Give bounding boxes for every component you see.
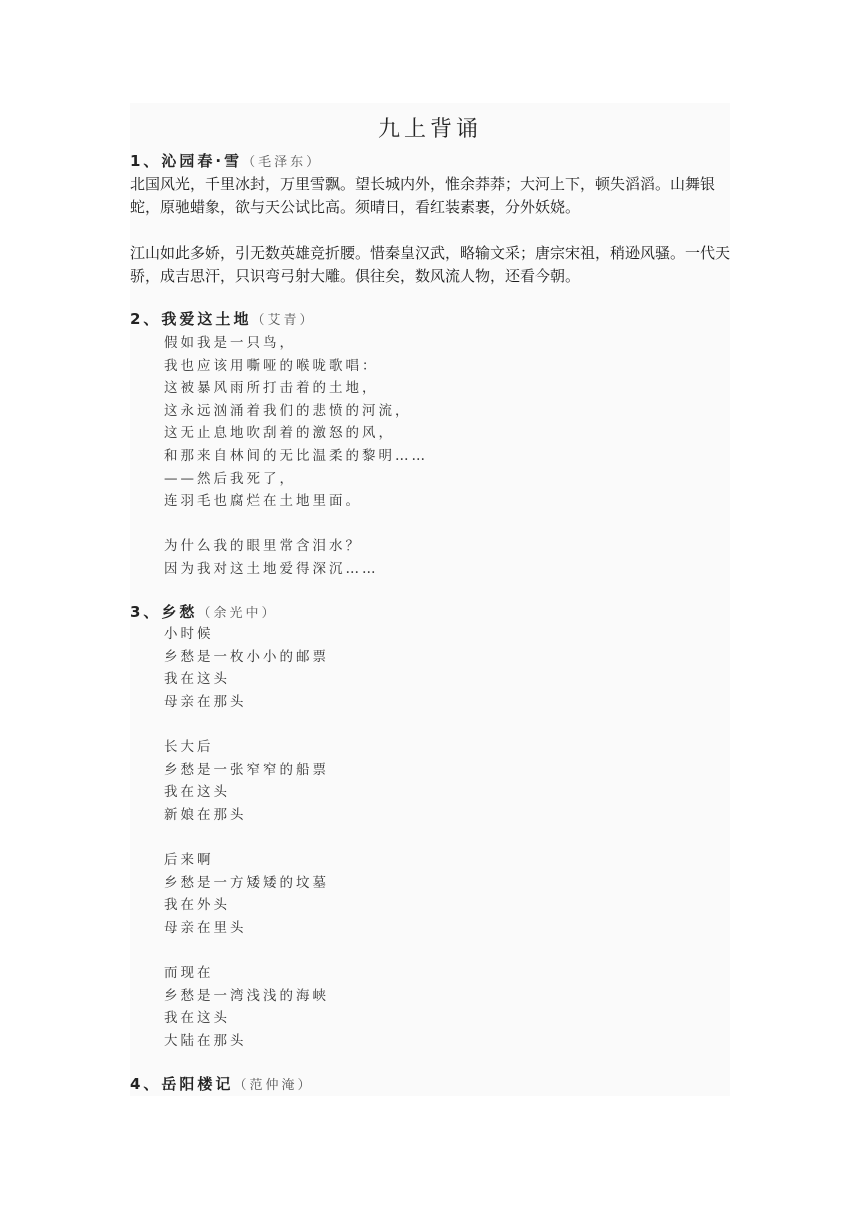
poem-line: 我在这头: [164, 1010, 230, 1027]
section-heading-4: [130, 1073, 313, 1094]
document-title: 九上背诵: [377, 117, 482, 142]
paragraph: 北国风光，千里冰封，万里雪飘。望长城内外，惟余莽莽；大河上下，顿失滔滔。山舞银蛇，原驰蜡象，欲与天公试比高。须晴日，看红装素裹，分外妖娆。: [130, 175, 716, 216]
poem-line: 后来啊: [164, 851, 214, 868]
poem-line: 因为我对这土地爱得深沉……: [164, 560, 379, 577]
poem-block: [164, 623, 329, 1052]
poem-line: 大陆在那头: [164, 1032, 247, 1049]
poem-line: [164, 939, 329, 962]
poem-line: 乡愁是一张窄窄的船票: [164, 761, 329, 778]
poem-line: 假如我是一只鸟，: [164, 335, 296, 351]
poem-line: 和那来自林间的无比温柔的黎明……: [164, 447, 428, 464]
poem-line: 乡愁是一方矮矮的坟墓: [164, 874, 329, 891]
poem-line: [164, 826, 329, 849]
section-author: （余光中）: [197, 606, 278, 621]
section-title: 1、沁园春·雪: [130, 152, 243, 170]
section-heading-1: [130, 150, 322, 171]
poem-line: [164, 713, 329, 736]
section-heading-3: [130, 601, 277, 622]
poem-line: 乡愁是一湾浅浅的海峡: [164, 987, 329, 1004]
poem-line: 母亲在里头: [164, 919, 247, 936]
poem-line: 新娘在那头: [164, 806, 247, 823]
poem-line: 乡愁是一枚小小的邮票: [164, 648, 329, 665]
section-author: （毛泽东）: [242, 155, 323, 170]
section-title: 2、我爱这土地: [130, 310, 252, 328]
poem-line: 长大后: [164, 738, 214, 755]
section-title: 4、岳阳楼记: [130, 1075, 234, 1093]
poem-line: 这被暴风雨所打击着的土地，: [164, 380, 379, 397]
poem-line: ——然后我死了，: [164, 470, 296, 487]
section-author: （范仲淹）: [233, 1078, 314, 1093]
poem-line: 小时候: [164, 626, 214, 642]
section-title: 3、乡愁: [130, 603, 198, 621]
paragraph: 江山如此多娇，引无数英雄竞折腰。惜秦皇汉武，略输文采；唐宗宋祖，稍逊风骚。一代天骄，成吉思汗，只识弯弓射大雕。俱往矣，数风流人物，还看今朝。: [130, 244, 731, 285]
poem-line: 为什么我的眼里常含泪水？: [164, 538, 362, 555]
poem-line: [164, 513, 428, 536]
poem-line: 这无止息地吹刮着的激怒的风，: [164, 425, 395, 442]
poem-block: [164, 332, 428, 581]
poem-line: 我在这头: [164, 784, 230, 801]
poem-line: 这永远汹涌着我们的悲愤的河流，: [164, 402, 412, 419]
section-heading-2: [130, 308, 315, 329]
section-author: （艾青）: [251, 313, 316, 328]
poem-line: 母亲在那头: [164, 693, 247, 710]
poem-line: 我也应该用嘶哑的喉咙歌唱：: [164, 357, 379, 374]
poem-line: 我在这头: [164, 671, 230, 688]
poem-line: 连羽毛也腐烂在土地里面。: [164, 493, 362, 510]
prose-block: [130, 173, 736, 288]
poem-line: 而现在: [164, 964, 214, 981]
poem-line: 我在外头: [164, 897, 230, 914]
